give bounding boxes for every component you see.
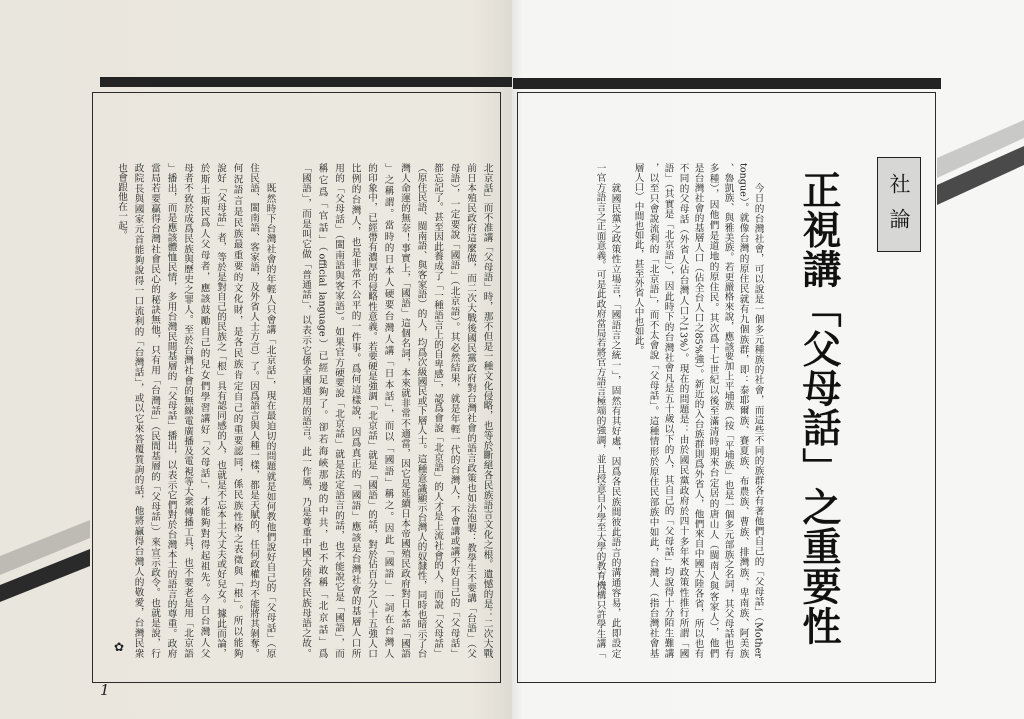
text-column: 是台灣社會的基層人口（佔全台人口之85%強）。新近的入台族群則爲外省人，他們來自中國大陸各省，所以也有	[692, 163, 704, 658]
text-column: （原住民語、閩南語、與客家語）的人，均爲次級國民或下層人士。這種意識顯示台灣人的奴隸性，同時也暗示了台	[415, 163, 427, 658]
text-column: 就國民黨之政策性立場言，「國語言之統一」，固然有其好處，因爲各民族間彼此語言的溝通容易，此即設定	[609, 163, 621, 658]
text-column: 多種），因他們是道地的原住民。其次爲十七世紀以後至滿清時期來台定居的唐山人（閩南人與客家人），他們	[707, 163, 719, 658]
text-column: 一官方語言之正面意義。可是此政府當局若將官方語言極端的強調，並且授意自小學至大學的教育機構只許學生講「	[594, 163, 606, 658]
text-column: 」之稱謂。當時的日本人硬要台灣人講「日本話」，而以「國語」稱之。因此「國語」一詞在台灣人	[382, 163, 394, 658]
text-column: 都忘記了。甚至因此養成了「一種語言上的自卑感」，認爲會說「北京語」的人才是上流社會的人，而說「父母話」	[432, 163, 443, 658]
text-column: 母語），一定要說「國語」（北京語）。其必然結果，就是年輕一代的台灣人，不會講或講不好自己的「父母話」	[448, 163, 460, 658]
text-column: 稱它爲「官話」（official language）已經足夠了。卻若海峽那邊的中共，也不敢稱「北京話」爲	[316, 163, 328, 658]
text-column: 也會跟他在一起。	[116, 163, 127, 240]
text-column: 語」（其實是「北京語」），因此時下的台灣社會凡是五十歲以下的人，其自己的「父母話」均說得十分陌生難講	[662, 163, 674, 658]
page-number: 1	[100, 681, 110, 699]
text-column: 住民語、閩南語、客家語，及外省人士方言）了。因爲語言與人種一樣，都是天賦的，任何政權均不能將其剝奪。	[248, 163, 259, 658]
text-column: 的印象中，已經帶有濃厚的侵略性意義。若要硬是強調「北京話」就是「國語」的話，對於佔百分之八十五強人口	[366, 163, 377, 658]
text-column: 北京話」而不准講「父母語」時，那不但是一種文化侵略，也等於斷絕各民族語言文化之根。遺憾的是：二次大戰	[481, 163, 493, 658]
text-column: 用的「父母話」（閩南語與客家語）。如果官方硬要說「北京話」就是法定語言的話，也不能說它是「國語」，而	[333, 163, 344, 658]
text-column: 」播出，而是應該體恤民情，多用台灣民間基層的「父母話」播出，以表示它們對於台灣本土的語言的尊重。政府	[165, 163, 177, 658]
text-column: 層人口）中間也如此，甚至外省人中也如此。	[632, 163, 644, 355]
text-column: 比例的台灣人，也是非常不公平的一件事。爲何這樣說，因爲真正的「國語」應該是台灣社會的基層人口所	[349, 163, 361, 658]
text-column: 說好「父母話」者，等於是對自己的民族之「根」具有認同感的人，也就是不忘本土大丈夫或好兒女。據此而論，	[215, 163, 226, 658]
text-column: 既然時下台灣社會的年輕人只會講「北京話」，現在最迫切的問題就是如何教他們說好自己的「父母話」（原	[264, 163, 276, 658]
text-column: 不同的父母話（外省人佔台灣人口之13%）。現在的問題是：由於國民黨政府於四十多年來政策性推行所謂「國	[677, 163, 689, 658]
text-column: 母者不致於成爲民族與歷史之罪人。至於台灣社會的無線電廣播及電視等大衆傳播工具，也不要老是用「北京語	[182, 163, 193, 658]
text-column: 「國語」，而是叫它做「普通話」，以表示它係全國通用的語言。此一作風，乃是尊重中國大陸各民族母語之故。	[300, 163, 311, 658]
text-column: tongue）。就像台灣的原住民就有九個族群，即：泰耶爾族、賽夏族、布農族、曹族、排灣族、卑南族、阿美族	[737, 163, 749, 658]
article-title: 正視講「父母話」之重要性	[796, 170, 842, 645]
text-column: 當局若要贏得台灣社會民心的秘訣無他，只有用「台灣話」（民間基層的「父母話」）來宣示政令。也就是說，行	[149, 163, 160, 658]
text-column: 灣人命運的無奈！事實上，「國語」這個名詞，本來就非常不適當，因它是延續日本帝國殖民政府對日本話「國語	[399, 163, 410, 658]
flower-ornament-icon: ✿	[114, 640, 125, 654]
text-column: 於斯土斯民爲人父母者，應該鼓勵自己的兒女們學習講好「父母話」，才能夠對得起祖先。今日台灣人父	[198, 163, 210, 658]
text-column: ，以至只會說流利的「北京語」，而不太會說「父母話」。這種情形於原住民部族中如此，台灣人（指台灣社會基	[647, 163, 659, 658]
text-column: 何況語言是民族最重要的文化財，是各民族肯定自己的重要認同，係民族性格之表徵與「根」。所以能夠	[231, 163, 243, 658]
text-column: 政院長與國家元首能夠說得一口流利的「台灣話」，或以它來答覆質詢的話，他將贏得台灣人的敬愛，台灣民衆	[132, 163, 144, 658]
text-column: 、魯凱族、與雅美族。若更嚴格來說，應該要加上平埔族（按「平埔族」也是一個多元部族之名詞，其父母話也有	[722, 163, 734, 658]
text-column: 前日本殖民政府這麼做，而二次大戰後國民黨政府對台灣社會的語言政策也如法泡製：教學生不要講「台語」（父	[465, 163, 476, 658]
text-column: 今日的台灣社會，可以說是一個多元種族的社會，而這些不同的族群各有著他們自己的「父母話」（Mother	[752, 163, 764, 658]
section-label: 社論	[887, 173, 911, 243]
